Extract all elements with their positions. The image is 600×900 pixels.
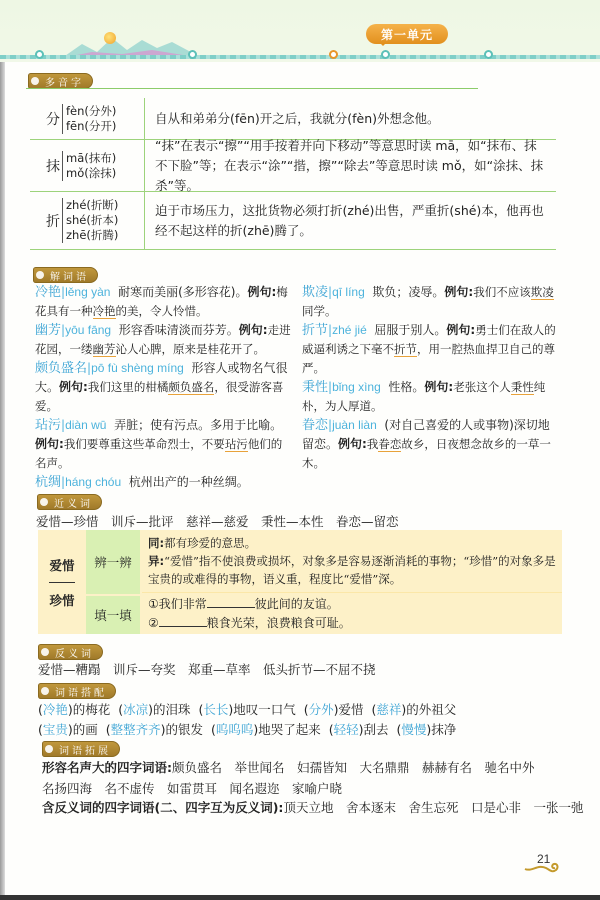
polyphone-row xyxy=(30,98,556,140)
collocation-line: (冷艳)的梅花 (冰凉)的泪珠 (长长)地叹一口气 (分外)爱惜 (慈祥)的外祖父 xyxy=(38,702,457,717)
section-tag-collocations: 词语搭配 xyxy=(38,683,116,699)
fill-label: 填一填 xyxy=(86,596,140,634)
header-rule xyxy=(0,55,600,59)
definition-item: 冷艳|lěng yàn 耐寒而美丽(多形容花)。例句:梅花具有一种冷艳的美，令人怜惜。 xyxy=(35,285,288,318)
section-tag-extension: 词语拓展 xyxy=(42,741,120,757)
compare-word-a: 爱惜 xyxy=(49,557,75,573)
section-tag-polyphone: 多音字 xyxy=(28,73,93,89)
polyphone-char: 抹 xyxy=(46,158,60,175)
definitions-left xyxy=(35,283,293,492)
page-bottom-edge xyxy=(0,895,600,900)
definition-item: 眷恋|juàn liàn (对自己喜爱的人或事物)深切地留恋。例句:我眷恋故乡，日夜想念故乡的一草一木。 xyxy=(302,418,551,470)
definition-item: 杭绸|háng chóu 杭州出产的一种丝绸。 xyxy=(35,475,249,490)
polyphone-example: 自从和弟弟分(fēn)开之后，我就分(fèn)外想念他。 xyxy=(155,110,440,126)
polyphone-char: 分 xyxy=(46,111,60,128)
reading: shé(折本) xyxy=(66,213,119,227)
definition-item: 颇负盛名|pō fù shèng míng 形容人或物名气很大。例句:我们这里的柑橘颇负盛名，很受游客喜爱。 xyxy=(35,361,288,413)
definition-item: 欺凌|qī líng 欺负；凌辱。例句:我们不应该欺凌同学。 xyxy=(302,285,554,318)
polyphone-example: 迫于市场压力，这批货物必须打折(zhé)出售，严重折(shé)本，他再也经不起这样的折(zhē)腾了。 xyxy=(155,202,544,238)
header-node xyxy=(188,50,197,59)
distinguish-label: 辨一辨 xyxy=(86,530,140,596)
synonyms-line: 爱惜—珍惜 训斥—批评 慈祥—慈爱 秉性—本性 眷恋—留恋 xyxy=(36,514,399,529)
reading: fèn(分外) xyxy=(66,103,117,118)
header-node-active xyxy=(329,50,338,59)
reading: zhē(折腾) xyxy=(66,228,119,242)
polyphone-table xyxy=(30,98,556,250)
section-tag-definitions: 解词语 xyxy=(33,267,98,283)
antonyms-line: 爱惜—糟蹋 训斥—夸奖 郑重—草率 低头折节—不屈不挠 xyxy=(38,662,376,677)
sun-decoration xyxy=(104,32,116,44)
reading: mǒ(涂抹) xyxy=(66,165,117,180)
compare-table xyxy=(38,530,562,634)
extension-antonym-line: 含反义词的四字词语(二、四字互为反义词):顶天立地 舍本逐末 舍生忘死 口是心非 一张一弛 xyxy=(42,800,584,815)
page-binding-edge xyxy=(0,0,5,900)
distinguish-content: 同:都有珍爱的意思。 异:“爱惜”指不使浪费或损坏，对象多是容易逐渐消耗的事物；“珍惜”的对象多是宝贵的或难得的事物，语义重，程度比“爱惜”深。 xyxy=(142,530,562,593)
compare-word-b: 珍惜 xyxy=(49,592,75,608)
dash-divider xyxy=(49,582,75,583)
header-node xyxy=(484,50,493,59)
section-tag-synonyms: 近义词 xyxy=(37,494,102,510)
header-node xyxy=(381,50,390,59)
swirl-decoration-icon xyxy=(524,860,560,874)
definition-item: 折节|zhé jié 屈服于别人。例句:勇士们在敌人的威逼利诱之下毫不折节，用一腔热血捍卫自己的尊严。 xyxy=(302,323,556,375)
page-header xyxy=(0,0,600,62)
page-number: 21 xyxy=(537,852,551,866)
unit-badge: 第一单元 xyxy=(366,24,448,44)
extension-fame-line: 形容名声大的四字词语:颇负盛名 举世闻名 妇孺皆知 大名鼎鼎 赫赫有名 驰名中外 xyxy=(42,760,535,775)
fill-blank[interactable] xyxy=(207,607,255,608)
definition-item: 玷污|diàn wū 弄脏；使有污点。多用于比喻。例句:我们要尊重这些革命烈士，不要玷污他们的名声。 xyxy=(35,418,283,470)
polyphone-example: “抹”在表示“擦”“用手按着并向下移动”等意思时读 mā，如“抹布、抹不下脸”等；在表示“涂”“揩，擦”“除去”等意思时读 mǒ，如“涂抹、抹杀”等。 xyxy=(155,137,544,193)
divider xyxy=(26,88,478,89)
reading: zhé(折断) xyxy=(66,198,119,212)
polyphone-char: 折 xyxy=(46,213,60,230)
reading: fēn(分开) xyxy=(66,118,117,133)
definitions-right xyxy=(302,283,560,473)
collocation-line: (宝贵)的画 (整整齐齐)的银发 (呜呜呜)地哭了起来 (轻轻)刮去 (慢慢)抹净 xyxy=(38,722,457,737)
polyphone-row xyxy=(30,192,556,250)
definition-item: 幽芳|yōu fāng 形容香味清淡而芬芳。例句:走进花园，一缕幽芳沁人心脾，原来是桂花开了。 xyxy=(35,323,291,356)
header-node xyxy=(35,50,44,59)
fill-content: ①我们非常 彼此间的友谊。 ② 粮食光荣，浪费粮食可耻。 xyxy=(148,597,351,630)
extension-fame-line2: 名扬四海 名不虚传 如雷贯耳 闻名遐迩 家喻户晓 xyxy=(42,781,343,796)
fill-blank[interactable] xyxy=(159,626,207,627)
section-tag-antonyms: 反义词 xyxy=(38,644,103,660)
polyphone-row xyxy=(30,137,556,193)
reading: mā(抹布) xyxy=(66,150,117,165)
definition-item: 秉性|bǐng xìng 性格。例句:老张这个人秉性纯朴，为人厚道。 xyxy=(302,380,546,413)
